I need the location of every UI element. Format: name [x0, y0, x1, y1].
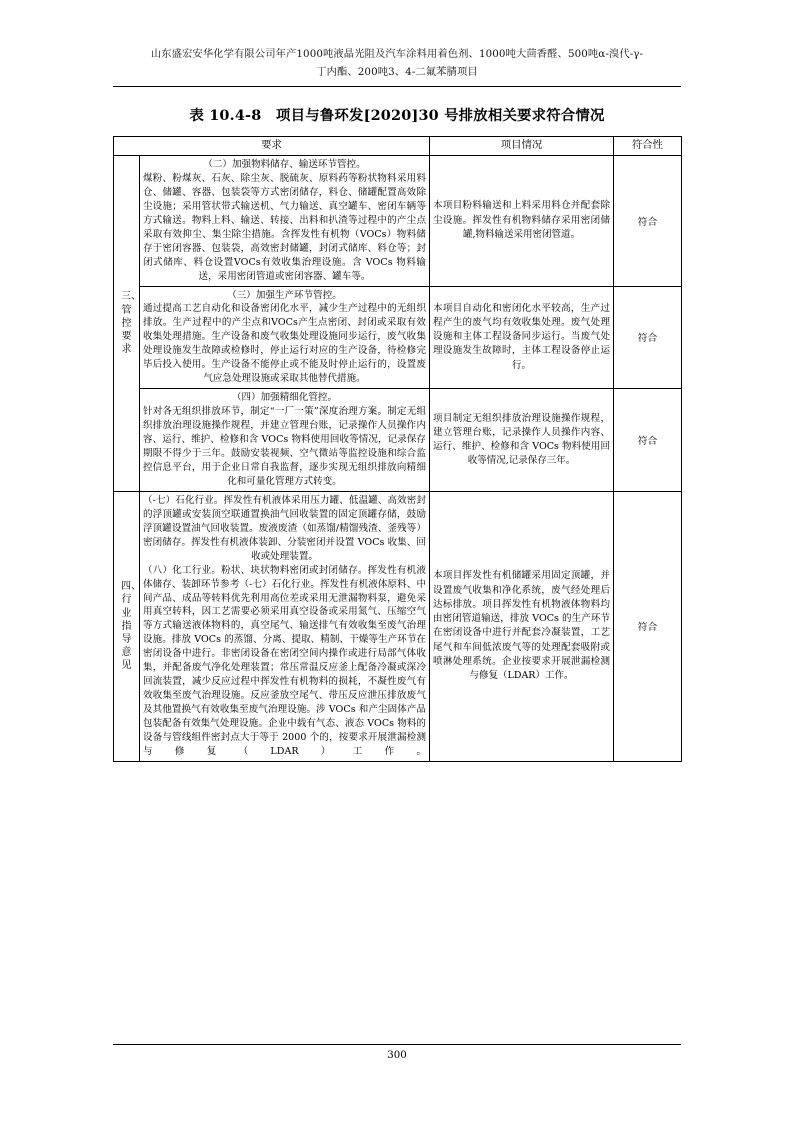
running-header-line-2: 丁内酯、200吨3、4-二氟苯腈项目 — [316, 65, 478, 78]
table-row — [114, 286, 682, 389]
project-situation-text: 本项目粉料输送和上料采用料仓并配套除尘设施。挥发性有机物料储存采用密闭储罐,物料输送采用密闭管道。 — [433, 200, 610, 240]
page-footer — [113, 1044, 681, 1061]
requirement-title: （三）加强生产环节管控。 — [227, 289, 342, 301]
section-label-text: 三、管控要求 — [121, 291, 141, 356]
table-row — [114, 155, 682, 286]
requirement-body: 煤粉、粉煤灰、石灰、除尘灰、脱硫灰、原料药等粉状物料采用料仓、储罐、容器、包装袋等方式密闭储存，料仓、储罐配置高效除尘设施；采用管状带式输送机、气力输送、真空罐车、密闭车辆等方式输送。物料上料、输送、转接、出料和扒渣等过程中的产尘点采取有效抑尘、集尘除尘措施。含挥发性有机物（VOCs）物料储存于密闭容器、包装袋，高效密封储罐，封闭式储库、料仓等；封闭式储库、料仓设置VOCs有效收集治理设施。含 VOCs 物料输送，采用密闭管道或密闭容器、罐车等。 — [143, 172, 426, 282]
header-divider — [113, 86, 681, 87]
compliance-table — [113, 136, 682, 762]
project-situation-text: 本项目挥发性有机储罐采用固定顶罐，并设置废气收集和净化系统，废气经处理后达标排放。项目挥发性有机物液体物料均由密闭管道输送，排放 VOCs 的生产环节在密闭设备中进行并配套冷凝装置，工艺尾气和车间低浓废气等的处理配套吸附或喷淋处理系统。企业按要求开展泄漏检测与修复（LDAR）工作。 — [433, 570, 610, 682]
requirement-title: （四）加强精细化管控。 — [231, 392, 338, 404]
running-header — [113, 46, 681, 81]
page-content — [113, 46, 681, 762]
requirement-cell — [140, 491, 430, 761]
project-situation-cell — [430, 286, 614, 389]
requirement-cell — [140, 155, 430, 286]
project-situation-cell — [430, 389, 614, 492]
project-situation-cell — [430, 155, 614, 286]
requirement-body-petrochemical: （-七）石化行业。挥发性有机液体采用压力罐、低温罐、高效密封的浮顶罐或安装顶空联通置换油气回收装置的固定顶罐存储，鼓励浮顶罐设置油气回收装置。废液废渣（如蒸馏/精馏残渣、釜残等）密闭储存。挥发性有机液体装卸、分装密闭并设置 VOCs 收集、回收或处理装置。 — [143, 494, 426, 562]
conformance-cell: 符合 — [614, 286, 682, 389]
section-label-industry-guidance — [114, 491, 140, 761]
footer-divider — [113, 1044, 681, 1045]
requirement-cell — [140, 286, 430, 389]
header-conformance: 符合性 — [614, 137, 682, 156]
header-requirement: 要求 — [114, 137, 430, 156]
table-row — [114, 491, 682, 761]
conformance-cell: 符合 — [614, 491, 682, 761]
requirement-title: （二）加强物料储存、输送环节管控。 — [203, 158, 366, 170]
requirement-body-chemical: （八）化工行业。粉状、块状物料密闭或封闭储存。挥发性有机液体储存、装卸环节参考（-七）石化行业。挥发性有机液体原料、中间产品、成品等转料优先利用高位差或采用无泄漏物料泵，避免采用真空转料，因工艺需要必须采用真空设备或采用氮气、压缩空气等方式输送液体物料的，真空尾气、输送排气有效收集至废气治理设施。排放 VOCs 的蒸馏、分离、提取、精制、干燥等生产环节在密闭设备中进行。非密闭设备在密闭空间内操作或进行局部气体收集，并配备废气净化处理装置；常压常温反应釜上配备冷凝或深冷回流装置，减少反应过程中挥发性有机物料的损耗，不凝性废气有效收集至废气治理设施。反应釜放空尾气、带压反应泄压排放废气及其他置换气有效收集至废气治理设施。涉 VOCs 和产尘固体产品包装配备有效集气处理设施。企业中载有气态、液态 VOCs 物料的设备与管线组件密封点大于等于 2000 个的，按要求开展泄漏检测与修复（LDAR）工作。 — [143, 564, 426, 757]
header-project-situation: 项目情况 — [430, 137, 614, 156]
page-number: 300 — [387, 1050, 407, 1061]
project-situation-text: 项目制定无组织排放治理设施操作规程，建立管理台账，记录操作人员操作内容、运行、维护、检修和含 VOCs 物料使用回收等情况,记录保存三年。 — [433, 412, 610, 467]
project-situation-text: 本项目自动化和密闭化水平较高，生产过程产生的废气均有效收集处理。废气处理设施和主体工程设备同步运行。当废气处理设施发生故障时，主体工程设备停止运行。 — [433, 302, 610, 371]
conformance-cell: 符合 — [614, 155, 682, 286]
table-header-row — [114, 137, 682, 156]
requirement-cell — [140, 389, 430, 492]
section-label-text: 四、行业指导意见 — [121, 581, 141, 672]
requirement-body: 针对各无组织排放环节，制定“一厂一策”深度治理方案。制定无组织排放治理设施操作规程，并建立管理台账，记录操作人员操作内容、运行、维护、检修和含 VOCs 物料使用回收等情况，记录保存期限不得少于三年。鼓励安装视频、空气微站等监控设施和综合监控信息平台，用于企业日常自我监督，逐步实现无组织排放向精细化和可量化管理方式转变。 — [143, 406, 426, 487]
requirement-body: 通过提高工艺自动化和设备密闭化水平，减少生产过程中的无组织排放。生产过程中的产尘点和VOCs产生点密闭、封闭或采取有效收集处理措施。生产设备和废气收集处理设施同步运行，废气收集处理设施发生故障或检修时，停止运行对应的生产设备，待检修完毕后投入使用。生产设备不能停止或不能及时停止运行的，设置废气应急处理设施或采取其他替代措施。 — [143, 303, 426, 385]
section-label-control-requirements — [114, 155, 140, 491]
conformance-cell: 符合 — [614, 389, 682, 492]
running-header-line-1: 山东盛宏安华化学有限公司年产1000吨液晶光阻及汽车涂料用着色剂、1000吨大茴香醛、500吨α-溴代-γ- — [150, 48, 644, 60]
table-caption: 表 10.4-8 项目与鲁环发[2020]30 号排放相关要求符合情况 — [189, 107, 605, 125]
project-situation-cell — [430, 491, 614, 761]
table-row — [114, 389, 682, 492]
